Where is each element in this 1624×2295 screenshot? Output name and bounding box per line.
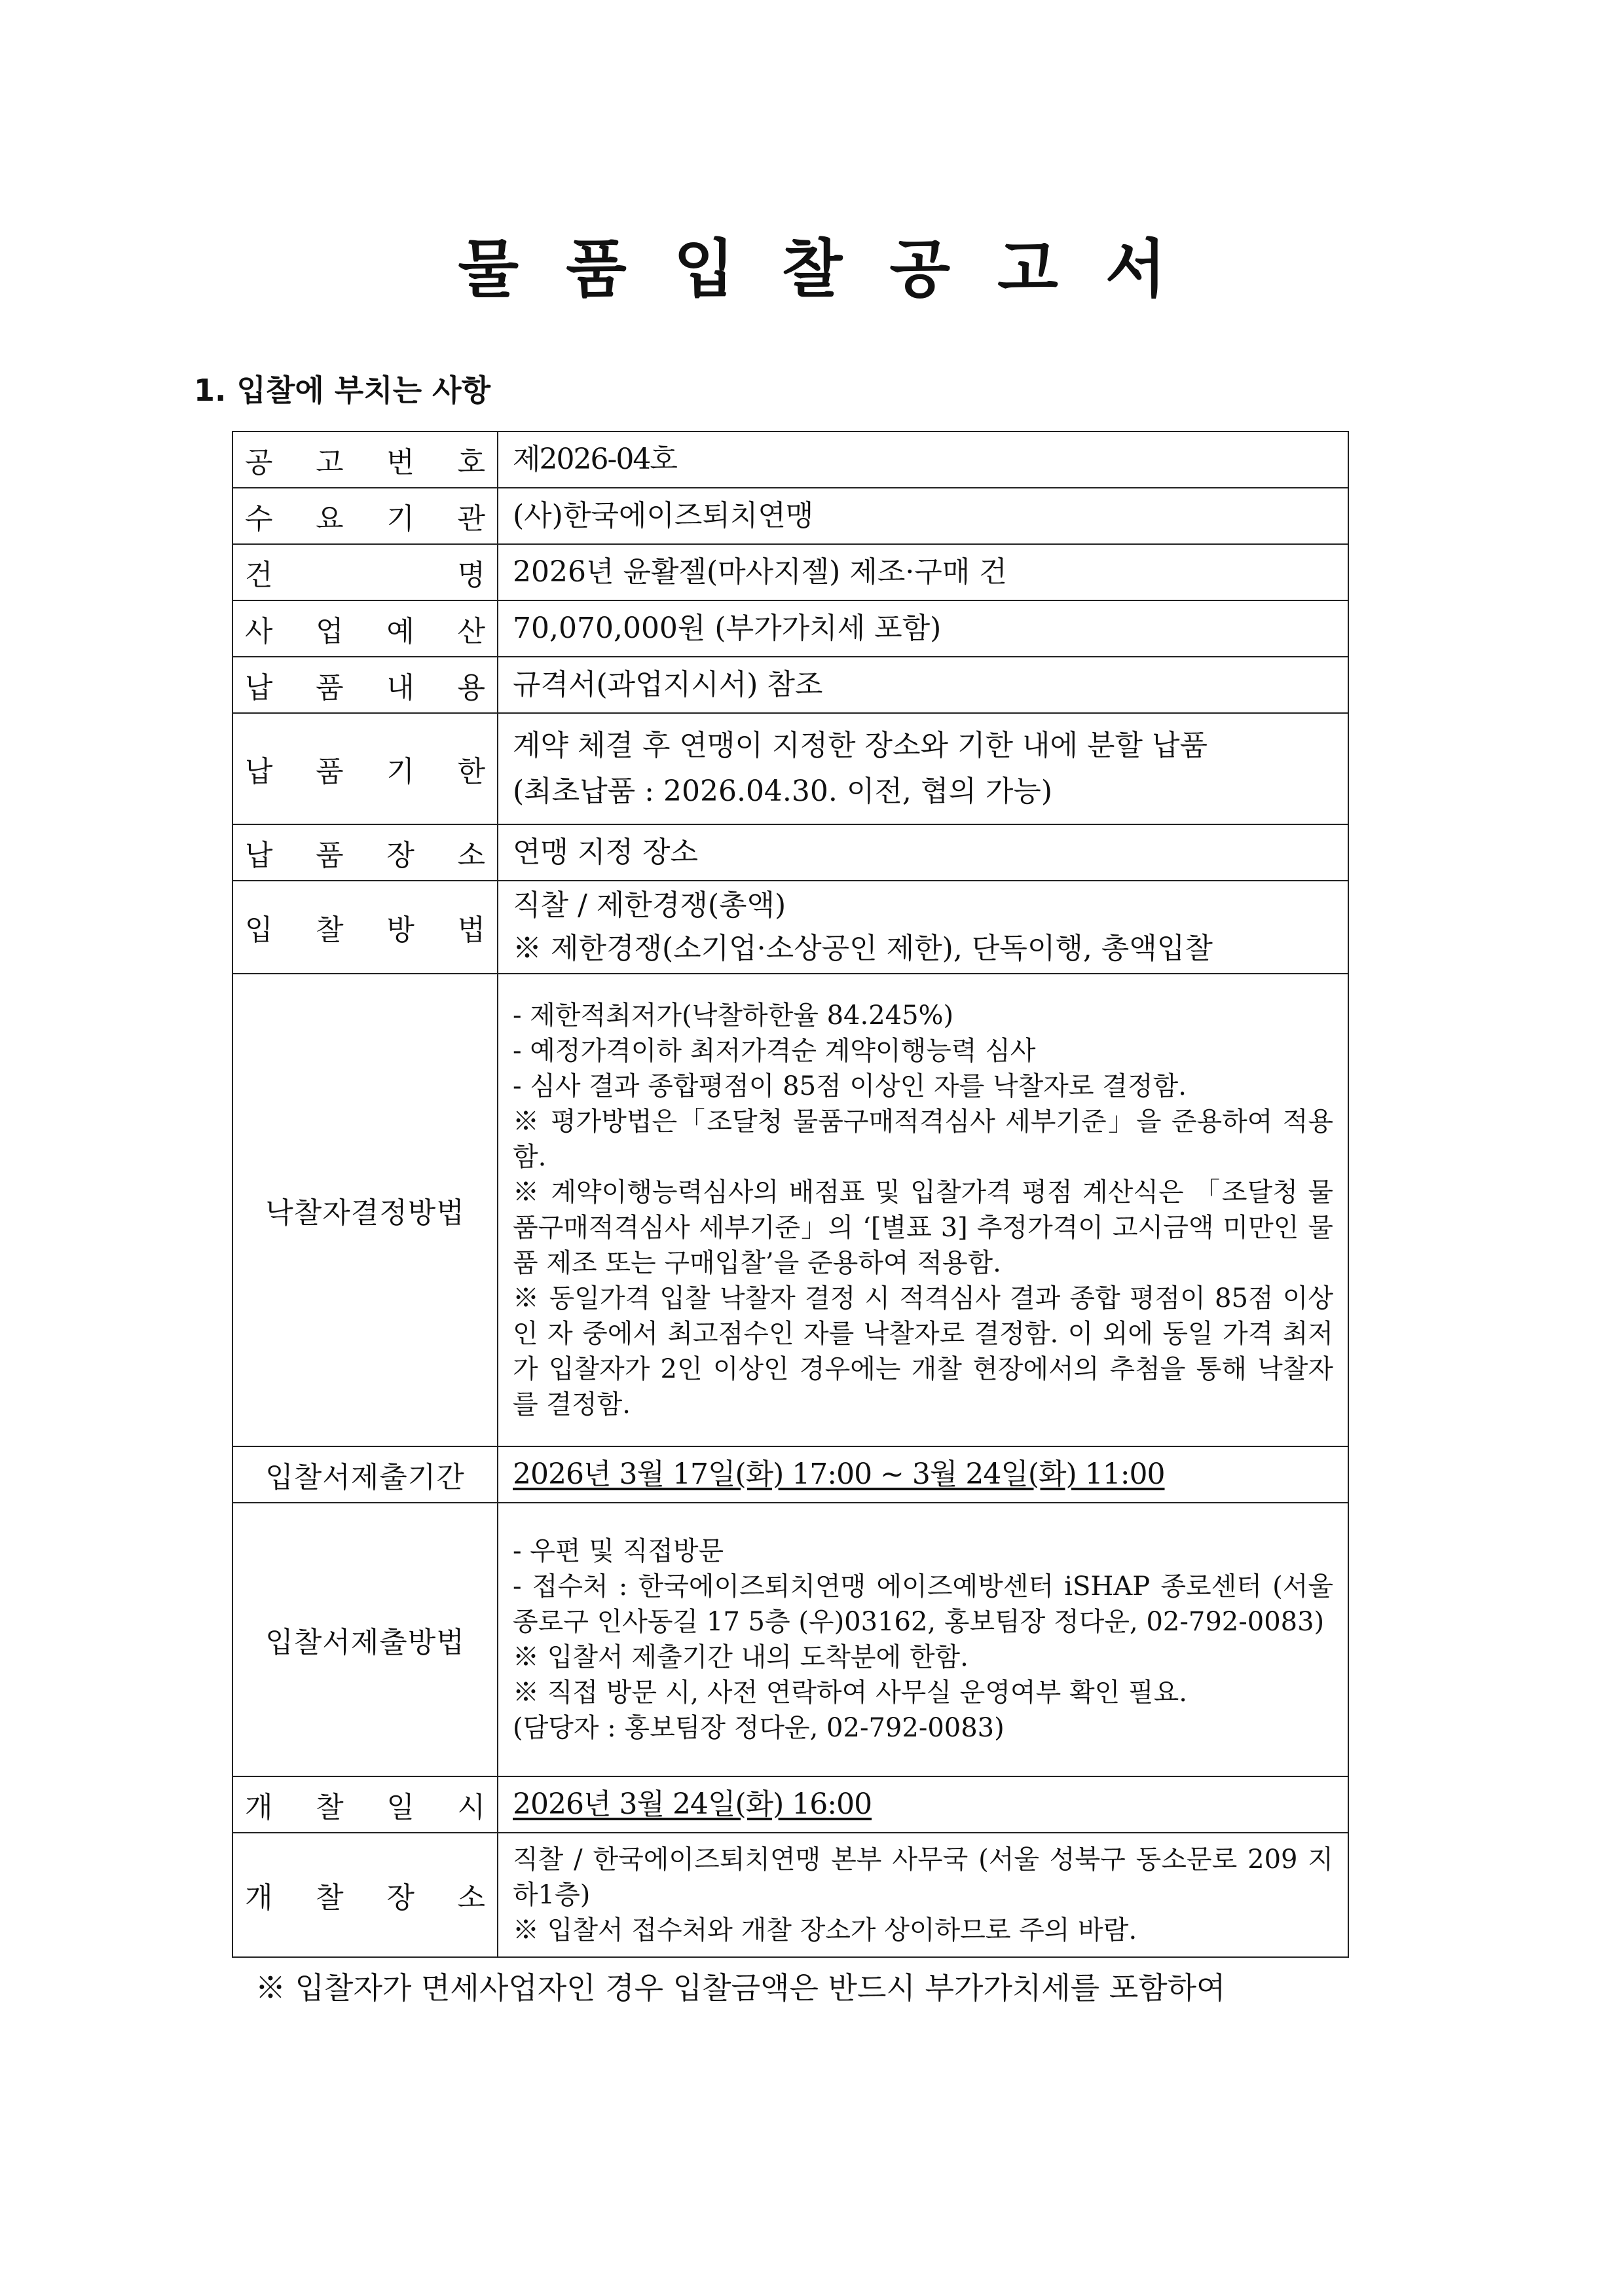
- opening-place-line: ※ 입찰서 접수처와 개찰 장소가 상이하므로 주의 바람.: [513, 1915, 1137, 1945]
- submit-method-line: ※ 직접 방문 시, 사전 연락하여 사무실 운영여부 확인 필요.: [513, 1678, 1187, 1708]
- winner-line: - 예정가격이하 최저가격순 계약이행능력 심사: [513, 1036, 1036, 1066]
- label-name: 건 명: [232, 544, 498, 600]
- row-notice-no: [232, 431, 1348, 488]
- label-agency: 수 요 기 관: [232, 488, 498, 544]
- winner-line: - 심사 결과 종합평점이 85점 이상인 자를 낙찰자로 결정함.: [513, 1071, 1187, 1101]
- submit-method-line: - 우편 및 직접방문: [513, 1536, 724, 1566]
- row-submit-period: [232, 1446, 1348, 1503]
- value-name: 2026년 윤활젤(마사지젤) 제조·구매 건: [498, 544, 1348, 600]
- value-opening-time: 2026년 3월 24일(화) 16:00: [498, 1776, 1348, 1833]
- label-method: 입 찰 방 법: [232, 881, 498, 974]
- row-place: [232, 824, 1348, 881]
- winner-line: - 제한적최저가(낙찰하한율 84.245%): [513, 1001, 954, 1031]
- row-opening-time: [232, 1776, 1348, 1833]
- winner-line: ※ 동일가격 입찰 낙찰자 결정 시 적격심사 결과 종합 평점이 85점 이상인 자 중에서 최고점수인 자를 낙찰자로 결정함. 이 외에 동일 가격 최저가 입찰자가 2인 이상인 경우에는 개찰 현장에서의 추첨을 통해 낙찰자를 결정함.: [513, 1283, 1333, 1420]
- row-method: [232, 881, 1348, 974]
- row-name: [232, 544, 1348, 600]
- label-place: 납 품 장 소: [232, 824, 498, 881]
- value-agency: (사)한국에이즈퇴치연맹: [498, 488, 1348, 544]
- method-line: 직찰 / 제한경쟁(총액): [513, 889, 786, 922]
- row-agency: [232, 488, 1348, 544]
- deadline-line: (최초납품 : 2026.04.30. 이전, 협의 가능): [513, 775, 1053, 808]
- label-contents: 납 품 내 용: [232, 657, 498, 713]
- row-winner: [232, 974, 1348, 1446]
- value-notice-no: 제2026-04호: [498, 431, 1348, 488]
- label-winner: 낙찰자결정방법: [232, 974, 498, 1446]
- winner-line: ※ 계약이행능력심사의 배점표 및 입찰가격 평점 계산식은 「조달청 물품구매적격심사 세부기준」의 ‘[별표 3] 추정가격이 고시금액 미만인 물품 제조 또는 구매입찰’을 준용하여 적용함.: [513, 1177, 1333, 1278]
- submit-method-line: (담당자 : 홍보팀장 정다운, 02-792-0083): [513, 1713, 1005, 1743]
- opening-place-line: 직찰 / 한국에이즈퇴치연맹 본부 사무국 (서울 성북구 동소문로 209 지하1층): [513, 1845, 1333, 1910]
- document-title: 물품입찰공고서: [458, 232, 1213, 306]
- label-submit-method: 입찰서제출방법: [232, 1503, 498, 1776]
- submit-method-line: ※ 입찰서 제출기간 내의 도착분에 한함.: [513, 1642, 969, 1672]
- value-budget: 70,070,000원 (부가가치세 포함): [498, 600, 1348, 657]
- value-contents: 규격서(과업지시서) 참조: [498, 657, 1348, 713]
- value-method: [498, 881, 1348, 974]
- value-submit-method: [498, 1503, 1348, 1776]
- value-submit-period: 2026년 3월 17일(화) 17:00 ~ 3월 24일(화) 11:00: [498, 1446, 1348, 1503]
- submit-method-line: - 접수처 : 한국에이즈퇴치연맹 에이즈예방센터 iSHAP 종로센터 (서울 종로구 인사동길 17 5층 (우)03162, 홍보팀장 정다운, 02-792-0083): [513, 1571, 1333, 1637]
- value-deadline: [498, 713, 1348, 824]
- label-opening-time: 개 찰 일 시: [232, 1776, 498, 1833]
- value-place: 연맹 지정 장소: [498, 824, 1348, 881]
- label-budget: 사 업 예 산: [232, 600, 498, 657]
- label-deadline: 납 품 기 한: [232, 713, 498, 824]
- deadline-line: 계약 체결 후 연맹이 지정한 장소와 기한 내에 분할 납품: [513, 728, 1208, 762]
- label-opening-place: 개 찰 장 소: [232, 1833, 498, 1957]
- section-heading: 1. 입찰에 부치는 사항: [194, 373, 491, 408]
- value-winner: [498, 974, 1348, 1446]
- row-submit-method: [232, 1503, 1348, 1776]
- vat-footnote: ※ 입찰자가 면세사업자인 경우 입찰금액은 반드시 부가가치세를 포함하여: [255, 1970, 1226, 2006]
- winner-line: ※ 평가방법은「조달청 물품구매적격심사 세부기준」을 준용하여 적용함.: [513, 1107, 1333, 1172]
- row-deadline: [232, 713, 1348, 824]
- value-opening-place: [498, 1833, 1348, 1957]
- label-submit-period: 입찰서제출기간: [232, 1446, 498, 1503]
- label-notice-no: 공 고 번 호: [232, 431, 498, 488]
- row-budget: [232, 600, 1348, 657]
- row-opening-place: [232, 1833, 1348, 1957]
- method-line: ※ 제한경쟁(소기업·소상공인 제한), 단독이행, 총액입찰: [513, 932, 1213, 965]
- bid-info-table: [232, 431, 1349, 1958]
- row-contents: [232, 657, 1348, 713]
